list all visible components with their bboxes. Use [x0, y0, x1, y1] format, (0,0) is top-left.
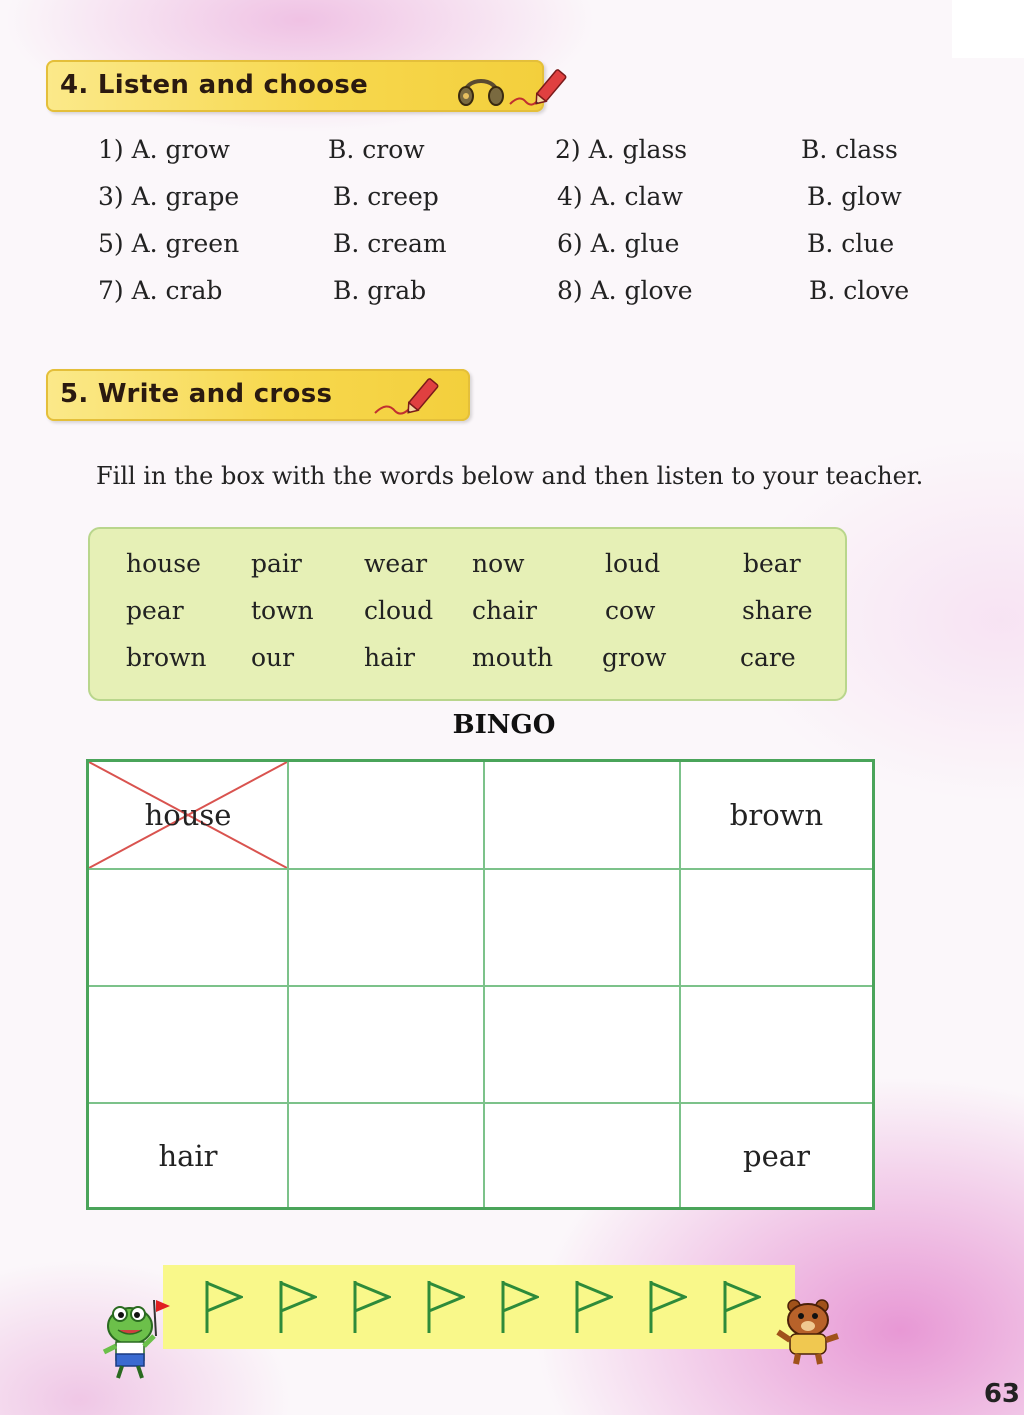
- flag-icon: [203, 1279, 243, 1335]
- flag-icon: [573, 1279, 613, 1335]
- word-town: town: [251, 596, 314, 625]
- bingo-cell[interactable]: [289, 762, 485, 870]
- bear-mascot-icon: [772, 1296, 846, 1366]
- word-house: house: [126, 549, 201, 578]
- page-number: 63: [983, 1379, 1020, 1409]
- bingo-cell[interactable]: [485, 762, 681, 870]
- pencil-icon: [506, 64, 576, 110]
- word-our: our: [251, 643, 295, 672]
- section-5-title: 5. Write and cross: [60, 379, 333, 409]
- bingo-grid: [86, 759, 875, 1210]
- word-loud: loud: [605, 549, 661, 578]
- word-mouth: mouth: [472, 643, 554, 672]
- bingo-cell[interactable]: [681, 1104, 872, 1207]
- bingo-title: BINGO: [452, 710, 556, 740]
- bingo-cell[interactable]: [289, 1104, 485, 1207]
- option-4a[interactable]: 4) A. claw: [557, 182, 683, 211]
- instruction-text: Fill in the box with the words below and then listen to your teacher.: [96, 462, 924, 490]
- section-5-header: [46, 369, 470, 421]
- bingo-cell[interactable]: [485, 987, 681, 1104]
- bingo-cell[interactable]: [681, 987, 872, 1104]
- word-grow: grow: [602, 643, 667, 672]
- flag-icon: [351, 1279, 391, 1335]
- flag-icon: [277, 1279, 317, 1335]
- headphones-icon: [456, 68, 506, 108]
- word-brown: brown: [126, 643, 207, 672]
- bingo-cell[interactable]: [289, 987, 485, 1104]
- word-chair: chair: [472, 596, 537, 625]
- bingo-cell[interactable]: [89, 762, 289, 870]
- word-wear: wear: [364, 549, 428, 578]
- option-1b[interactable]: B. crow: [328, 135, 425, 164]
- option-6b[interactable]: B. clue: [807, 229, 895, 258]
- word-care: care: [740, 643, 796, 672]
- frog-mascot-icon: [96, 1296, 172, 1380]
- word-share: share: [742, 596, 813, 625]
- bingo-cell[interactable]: [89, 870, 289, 987]
- option-4b[interactable]: B. glow: [807, 182, 902, 211]
- word-hair: hair: [364, 643, 415, 672]
- flag-icon: [721, 1279, 761, 1335]
- section-4-title: 4. Listen and choose: [60, 70, 369, 100]
- option-2a[interactable]: 2) A. glass: [555, 135, 688, 164]
- option-6a[interactable]: 6) A. glue: [557, 229, 680, 258]
- bingo-cell-text: hair: [158, 1138, 218, 1173]
- bingo-cell-text: house: [144, 798, 232, 832]
- option-7a[interactable]: 7) A. crab: [98, 276, 223, 305]
- bingo-cell[interactable]: [89, 1104, 289, 1207]
- word-pear: pear: [126, 596, 184, 625]
- bingo-cell[interactable]: [289, 870, 485, 987]
- option-8b[interactable]: B. clove: [809, 276, 910, 305]
- word-cloud: cloud: [364, 596, 434, 625]
- section-4-header: [46, 60, 544, 112]
- bingo-cell[interactable]: [681, 870, 872, 987]
- option-1a[interactable]: 1) A. grow: [98, 135, 230, 164]
- word-now: now: [472, 549, 525, 578]
- word-bank: [88, 527, 847, 701]
- option-5a[interactable]: 5) A. green: [98, 229, 240, 258]
- bingo-cell[interactable]: [681, 762, 872, 870]
- bingo-cell[interactable]: [89, 987, 289, 1104]
- bingo-cell-text: brown: [729, 798, 824, 832]
- option-7b[interactable]: B. grab: [333, 276, 427, 305]
- page-corner: [952, 0, 1024, 58]
- word-pair: pair: [251, 549, 302, 578]
- flag-icon: [647, 1279, 687, 1335]
- bingo-cell[interactable]: [485, 870, 681, 987]
- option-3b[interactable]: B. creep: [333, 182, 439, 211]
- bingo-cell[interactable]: [485, 1104, 681, 1207]
- option-2b[interactable]: B. class: [801, 135, 898, 164]
- bingo-cell-text: pear: [743, 1138, 810, 1173]
- word-bear: bear: [743, 549, 801, 578]
- option-8a[interactable]: 8) A. glove: [557, 276, 693, 305]
- option-5b[interactable]: B. cream: [333, 229, 447, 258]
- progress-flag-bar: [163, 1265, 795, 1349]
- word-cow: cow: [605, 596, 656, 625]
- pencil-icon: [371, 373, 451, 419]
- flag-icon: [425, 1279, 465, 1335]
- option-3a[interactable]: 3) A. grape: [98, 182, 240, 211]
- flag-icon: [499, 1279, 539, 1335]
